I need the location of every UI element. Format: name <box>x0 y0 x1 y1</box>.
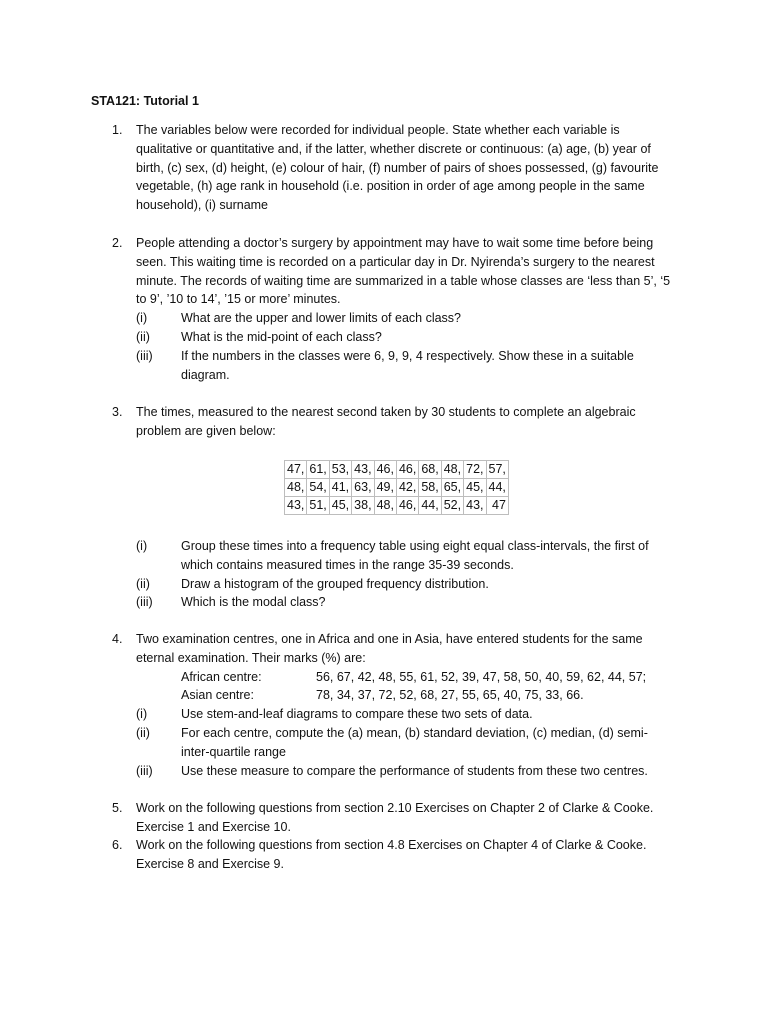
sub-question <box>136 724 671 762</box>
question-number: 6. <box>112 838 123 852</box>
sub-question <box>136 575 671 594</box>
question-text: Two examination centres, one in Africa and one in Asia, have entered students for the same eternal examination. Their marks (%) are: <box>136 632 643 665</box>
sub-question <box>136 593 671 612</box>
table-cell: 54, <box>307 479 329 497</box>
table-cell: 49, <box>374 479 396 497</box>
sub-question <box>136 762 671 781</box>
table-cell: 53, <box>329 461 351 479</box>
table-cell: 44, <box>486 479 508 497</box>
question-2 <box>91 234 671 384</box>
sub-question-text: For each centre, compute the (a) mean, (b) standard deviation, (c) median, (d) semi-inter-quartile range <box>181 725 648 759</box>
question-number: 4. <box>112 632 123 646</box>
sub-question <box>136 347 671 385</box>
page-title: STA121: Tutorial 1 <box>91 94 199 108</box>
table-cell: 63, <box>352 479 374 497</box>
sub-question-number: (ii) <box>136 725 150 740</box>
table-cell: 57, <box>486 461 508 479</box>
sub-question <box>136 537 671 575</box>
sub-question-number: (i) <box>136 539 148 553</box>
sub-question-number: (i) <box>136 707 148 722</box>
table-cell: 68, <box>419 461 441 479</box>
asian-marks-line <box>136 686 671 705</box>
sub-question-text: If the numbers in the classes were 6, 9, 9, 4 respectively. Show these in a suitable diagram. <box>181 348 634 382</box>
sub-question-text: What is the mid-point of each class? <box>181 329 382 344</box>
question-number: 5. <box>112 801 123 815</box>
table-cell: 46, <box>396 497 418 515</box>
sub-question-number: (iii) <box>136 763 153 778</box>
table-cell: 51, <box>307 497 329 515</box>
question-text: People attending a doctor’s surgery by appointment may have to wait some time before being seen. This waiting time is recorded on a particular day in Dr. Nyirenda’s surgery to the nearest minute. The records of waiting time are summarized in a table whose classes are ‘less than 5’, ‘5 to 9’, ’10 to 14’, ’15 or more’ minutes. <box>136 236 671 307</box>
african-centre-marks: 56, 67, 42, 48, 55, 61, 52, 39, 47, 58, 50, 40, 59, 62, 44, 57; <box>316 669 647 684</box>
table-cell: 46, <box>396 461 418 479</box>
table-cell: 72, <box>464 461 486 479</box>
sub-question-number: (ii) <box>136 329 150 344</box>
table-cell: 43, <box>464 497 486 515</box>
table-cell: 38, <box>352 497 374 515</box>
table-cell: 46, <box>374 461 396 479</box>
question-6 <box>91 836 671 874</box>
table-cell: 43, <box>352 461 374 479</box>
table-cell: 48, <box>374 497 396 515</box>
question-3 <box>91 403 671 441</box>
question-5 <box>91 799 671 837</box>
asian-centre-label: Asian centre: <box>181 688 254 703</box>
african-centre-label: African centre: <box>181 669 262 684</box>
table-cell: 52, <box>441 497 463 515</box>
table-cell: 45, <box>329 497 351 515</box>
question-number: 3. <box>112 405 123 419</box>
table-cell: 45, <box>464 479 486 497</box>
table-cell: 42, <box>396 479 418 497</box>
asian-centre-marks: 78, 34, 37, 72, 52, 68, 27, 55, 65, 40, 75, 33, 66. <box>316 688 584 703</box>
sub-question-number: (iii) <box>136 348 153 363</box>
sub-question-text: Group these times into a frequency table using eight equal class-intervals, the first of which contains measured times in the range 35-39 seconds. <box>181 539 649 572</box>
question-3-parts <box>91 537 671 612</box>
times-table <box>284 460 509 515</box>
question-text: Work on the following questions from section 4.8 Exercises on Chapter 4 of Clarke & Cooke. Exercise 8 and Exercise 9. <box>136 838 647 871</box>
question-number: 1. <box>112 123 123 137</box>
table-cell: 61, <box>307 461 329 479</box>
question-text: The variables below were recorded for individual people. State whether each variable is qualitative or quantitative and, if the latter, whether discrete or continuous: (a) age, (b) year of birth, (c) sex, (d) height, (e) colour of hair, (f) number of pairs of shoes possessed, (g) favourite vegetable, (h) age rank in household (i.e. position in order of age among people in the same household), (i) surname <box>136 123 659 213</box>
sub-question-text: Use stem-and-leaf diagrams to compare these two sets of data. <box>181 707 533 722</box>
question-1 <box>91 121 671 215</box>
sub-question <box>136 328 671 347</box>
table-cell: 58, <box>419 479 441 497</box>
table-row <box>285 461 509 479</box>
table-cell: 47 <box>486 497 508 515</box>
sub-question-text: Draw a histogram of the grouped frequency distribution. <box>181 576 489 591</box>
sub-question-number: (iii) <box>136 595 153 610</box>
table-cell: 65, <box>441 479 463 497</box>
table-cell: 41, <box>329 479 351 497</box>
sub-question-text: Use these measure to compare the performance of students from these two centres. <box>181 763 648 778</box>
question-number: 2. <box>112 236 123 250</box>
question-4 <box>91 630 671 780</box>
table-cell: 48, <box>441 461 463 479</box>
african-marks-line <box>136 668 671 687</box>
question-text: The times, measured to the nearest second taken by 30 students to complete an algebraic problem are given below: <box>136 405 636 438</box>
sub-question <box>136 309 671 328</box>
table-cell: 47, <box>285 461 307 479</box>
sub-question <box>136 705 671 724</box>
sub-question-text: Which is the modal class? <box>181 595 326 610</box>
table-cell: 43, <box>285 497 307 515</box>
table-row <box>285 497 509 515</box>
table-cell: 48, <box>285 479 307 497</box>
table-cell: 44, <box>419 497 441 515</box>
table-row <box>285 479 509 497</box>
question-text: Work on the following questions from section 2.10 Exercises on Chapter 2 of Clarke & Cooke. Exercise 1 and Exercise 10. <box>136 801 654 834</box>
sub-question-number: (ii) <box>136 576 150 591</box>
sub-question-number: (i) <box>136 311 148 326</box>
sub-question-text: What are the upper and lower limits of each class? <box>181 311 461 326</box>
